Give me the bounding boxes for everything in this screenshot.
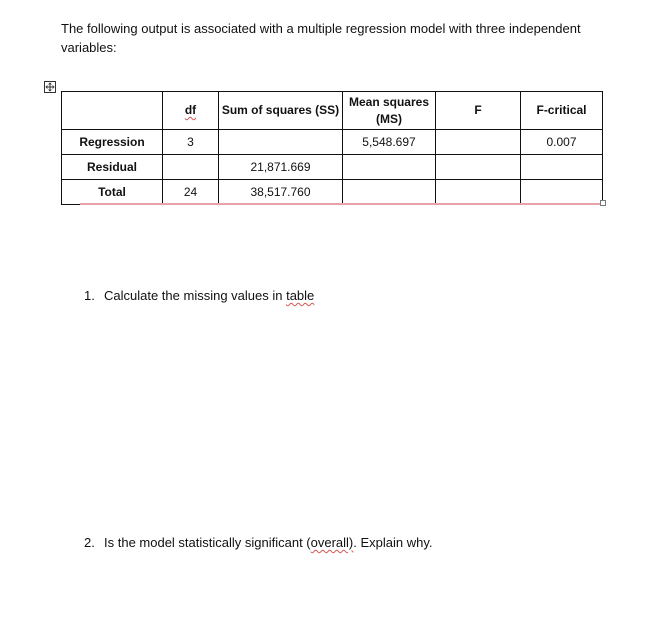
cell-ms[interactable] <box>343 155 436 180</box>
header-df[interactable] <box>163 92 219 130</box>
table-header-row <box>62 92 603 130</box>
cell-ss[interactable]: 21,871.669 <box>219 155 343 180</box>
table-move-handle-icon[interactable] <box>44 81 56 93</box>
table-row-regression <box>62 130 603 155</box>
intro-line-1: The following output is associated with a multiple regression model with three independent <box>61 21 581 36</box>
cell-ms[interactable] <box>343 180 436 205</box>
header-ms-line2: (MS) <box>376 111 402 126</box>
question-2-text-flagged: overall) <box>310 535 354 550</box>
intro-paragraph <box>61 19 601 57</box>
header-ss[interactable]: Sum of squares (SS) <box>219 92 343 130</box>
header-f[interactable]: F <box>436 92 521 130</box>
header-ms[interactable] <box>343 92 436 130</box>
cell-f[interactable] <box>436 180 521 205</box>
intro-line-2: variables: <box>61 40 117 55</box>
question-1-number: 1. <box>84 288 95 303</box>
regression-table <box>61 91 603 205</box>
cell-f[interactable] <box>436 130 521 155</box>
question-2-text: Is the model statistically significant ( <box>104 535 311 550</box>
cell-ms[interactable]: 5,548.697 <box>343 130 436 155</box>
cell-f[interactable] <box>436 155 521 180</box>
cell-fcrit[interactable]: 0.007 <box>521 130 603 155</box>
row-label[interactable]: Regression <box>62 130 163 155</box>
cell-ss[interactable]: 38,517.760 <box>219 180 343 205</box>
header-ms-line1: Mean squares <box>348 94 430 109</box>
question-2 <box>84 535 433 550</box>
row-label[interactable]: Residual <box>62 155 163 180</box>
table-row-total <box>62 180 603 205</box>
cell-fcrit[interactable] <box>521 155 603 180</box>
cell-df[interactable]: 24 <box>163 180 219 205</box>
row-label[interactable]: Total <box>62 180 163 205</box>
cell-fcrit[interactable] <box>521 180 603 205</box>
cell-ss[interactable] <box>219 130 343 155</box>
question-1-text-flagged: table <box>286 288 315 303</box>
question-2-number: 2. <box>84 535 95 550</box>
header-fcrit[interactable]: F-critical <box>521 92 603 130</box>
header-blank[interactable] <box>62 92 163 130</box>
tracked-change-underline <box>80 203 605 205</box>
table-resize-handle[interactable] <box>600 200 606 206</box>
question-2-text-end: . Explain why. <box>353 535 433 550</box>
table-row-residual <box>62 155 603 180</box>
cell-df[interactable]: 3 <box>163 130 219 155</box>
cell-df[interactable] <box>163 155 219 180</box>
header-df-text: df <box>184 103 197 117</box>
question-1 <box>84 288 314 303</box>
question-1-text: Calculate the missing values in <box>104 288 287 303</box>
